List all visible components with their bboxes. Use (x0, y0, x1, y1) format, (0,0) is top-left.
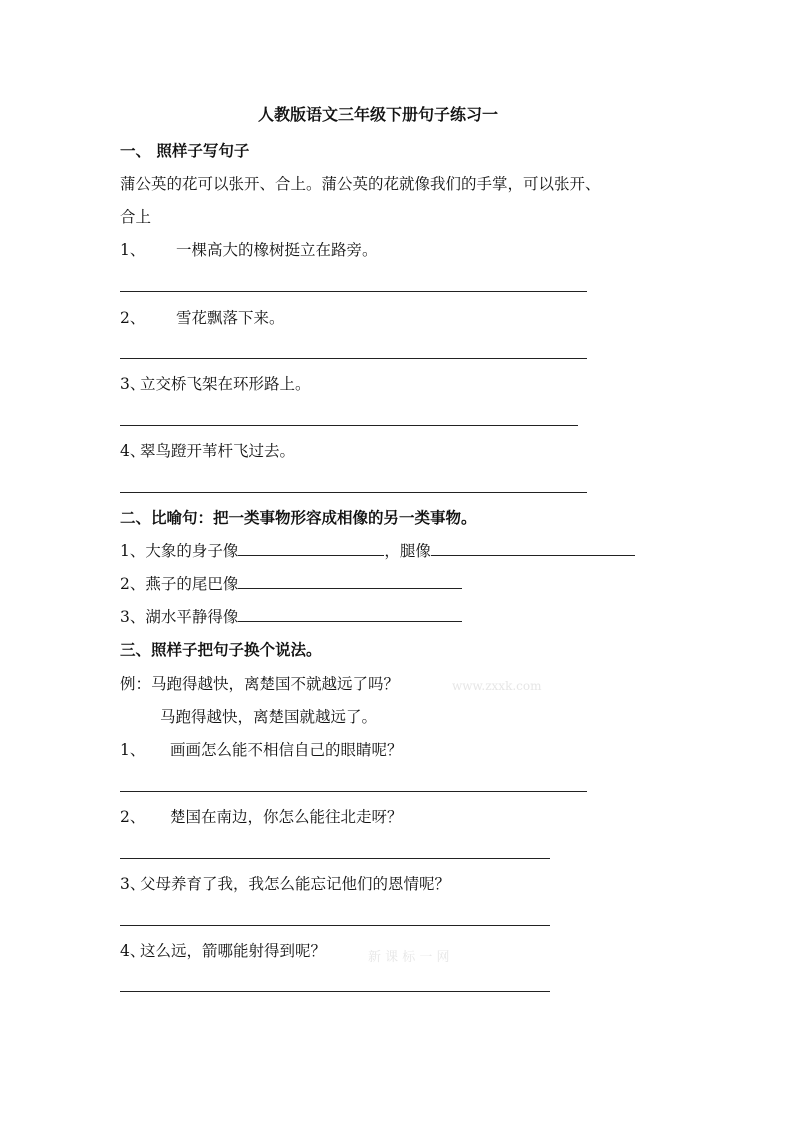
section1-example-line2: 合上 (120, 208, 152, 226)
section1-item1-number: 1、 (120, 241, 146, 259)
page-title: 人教版语文三年级下册句子练习一 (258, 105, 499, 124)
answer-line (120, 791, 587, 792)
answer-line (120, 925, 550, 926)
section2-item2 (120, 574, 462, 594)
answer-line (120, 358, 587, 359)
fill-blank-lake[interactable] (238, 607, 462, 622)
answer-line (120, 991, 550, 992)
section3-item2-number: 2、 (120, 808, 146, 826)
section1-item1-text: 一棵高大的橡树挺立在路旁。 (176, 241, 378, 259)
section3-example-answer: 马跑得越快，离楚国就越远了。 (160, 708, 378, 726)
section1-example-line1: 蒲公英的花可以张开、合上。蒲公英的花就像我们的手掌，可以张开、 (120, 175, 601, 193)
section2-item2-prefix: 2、燕子的尾巴像 (120, 575, 239, 593)
section1-item4-text: 翠鸟蹬开苇杆飞过去。 (140, 442, 296, 460)
section1-heading: 一、 照样子写句子 (120, 141, 250, 160)
section3-heading: 三、照样子把句子换个说法。 (120, 640, 322, 659)
answer-line (120, 492, 587, 493)
fill-blank-legs[interactable] (431, 541, 635, 556)
section3-item3-text: 父母养育了我，我怎么能忘记他们的恩情呢？ (140, 875, 451, 893)
section2-heading: 二、比喻句：把一类事物形容成相像的另一类事物。 (120, 508, 477, 527)
section1-item2-number: 2、 (120, 309, 146, 327)
watermark: 新 课 标 一 网 (368, 950, 450, 965)
section1-item3-number: 3、 (120, 375, 146, 393)
section3-item3-number: 3、 (120, 875, 146, 893)
section2-item3-prefix: 3、湖水平静得像 (120, 608, 239, 626)
section3-item1-text: 画画怎么能不相信自己的眼睛呢？ (170, 741, 403, 759)
answer-line (120, 858, 550, 859)
answer-line (120, 291, 587, 292)
section2-item1-prefix: 1、大象的身子像 (120, 542, 239, 560)
section3-item1-number: 1、 (120, 741, 146, 759)
section1-item2-text: 雪花飘落下来。 (176, 309, 285, 327)
section3-item4-text: 这么远，箭哪能射得到呢？ (140, 942, 327, 960)
section2-item1-middle: ，腿像 (384, 542, 431, 560)
section3-example-question: 例：马跑得越快，离楚国不就越远了吗？ (120, 675, 400, 693)
section1-item3-text: 立交桥飞架在环形路上。 (140, 375, 311, 393)
fill-blank-tail[interactable] (238, 574, 462, 589)
section1-item4-number: 4、 (120, 442, 146, 460)
section3-item4-number: 4、 (120, 942, 146, 960)
section3-item2-text: 楚国在南边，你怎么能往北走呀？ (170, 808, 403, 826)
section2-item3 (120, 607, 462, 627)
answer-line (120, 425, 578, 426)
fill-blank-body[interactable] (238, 541, 384, 556)
watermark: www.zxxk.com (452, 679, 542, 693)
section2-item1 (120, 541, 635, 561)
